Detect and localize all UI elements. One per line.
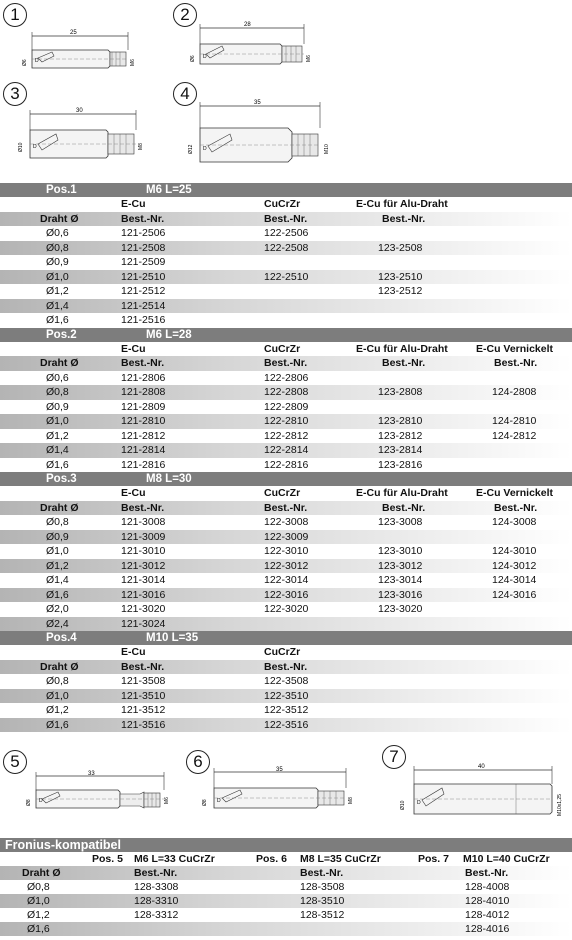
material-ecu: E-Cu <box>121 646 146 658</box>
position-6-marker: 6 <box>186 750 210 774</box>
position-2-marker: 2 <box>173 3 197 27</box>
table-row <box>0 414 572 429</box>
order-number-header: Best.-Nr. <box>382 212 426 225</box>
wire-diameter-header: Draht Ø <box>40 212 79 225</box>
table-row <box>0 602 572 617</box>
material-header-row <box>0 486 572 501</box>
table-cell: 128-3508 <box>300 881 345 893</box>
table-cell: 128-3312 <box>134 909 179 921</box>
table-cell: 121-3020 <box>121 603 166 615</box>
contact-tip-drawing-1 <box>18 26 138 78</box>
spec-label: M10 L=35 <box>146 632 199 644</box>
table-row <box>0 241 572 256</box>
pos5-label: Pos. 5 <box>92 853 123 865</box>
column-header-row <box>0 660 572 675</box>
table-cell: 122-2506 <box>264 227 309 239</box>
table-cell: Ø1,6 <box>46 458 69 471</box>
position-3-marker: 3 <box>3 82 27 106</box>
contact-tip-drawing-2 <box>186 18 316 78</box>
position-4-marker: 4 <box>173 82 197 106</box>
table-row <box>0 226 572 241</box>
length-label: 28 <box>244 22 251 28</box>
table-cell: Ø1,2 <box>46 429 69 442</box>
table-cell: 121-2509 <box>121 256 166 268</box>
table-cell: Ø0,8 <box>27 881 50 893</box>
table-cell: 122-3012 <box>264 559 309 572</box>
diameter-label: Ø10 <box>400 800 406 810</box>
order-number-header: Best.-Nr. <box>121 660 165 673</box>
material-header-row <box>0 197 572 212</box>
table-cell: 121-3024 <box>121 617 166 630</box>
table-cell: Ø1,6 <box>27 923 50 935</box>
table-cell: 121-2816 <box>121 458 166 471</box>
order-number-header: Best.-Nr. <box>264 501 308 514</box>
length-label: 33 <box>88 771 95 777</box>
table-cell: Ø0,8 <box>46 386 69 398</box>
table-cell: 121-2808 <box>121 386 166 398</box>
section-header-pos4 <box>0 631 572 645</box>
table-cell: 121-2514 <box>121 299 166 312</box>
table-row <box>0 400 572 415</box>
order-table <box>0 183 572 732</box>
table-row <box>0 880 572 894</box>
order-number-header: Best.-Nr. <box>465 867 509 879</box>
bore-label: D <box>39 798 43 804</box>
table-cell: Ø1,0 <box>46 270 69 283</box>
table-cell: 123-2816 <box>378 458 423 471</box>
diameter-label: Ø8 <box>202 799 208 806</box>
table-row <box>0 515 572 530</box>
pos7-spec: M10 L=40 CuCrZr <box>463 853 550 865</box>
bore-label: D <box>417 800 421 806</box>
column-header-row <box>0 501 572 516</box>
thread-label: M8 <box>138 143 144 150</box>
material-nickel: E-Cu Vernickelt <box>476 487 554 499</box>
material-header-row <box>0 645 572 660</box>
order-number-header: Best.-Nr. <box>300 867 344 879</box>
section-header-pos2 <box>0 328 572 342</box>
wire-diameter-header: Draht Ø <box>40 357 79 369</box>
table-cell: 122-2510 <box>264 270 309 283</box>
thread-label: M8 <box>348 797 354 804</box>
table-cell: Ø1,2 <box>46 704 69 716</box>
table-cell: 121-3014 <box>121 574 166 586</box>
pos1-rows <box>0 226 572 328</box>
table-row <box>0 544 572 559</box>
table-cell: 123-2512 <box>378 285 423 297</box>
table-row <box>0 443 572 458</box>
table-cell: 123-2808 <box>378 386 423 398</box>
material-cucrzr: CuCrZr <box>264 198 301 210</box>
order-number-header: Best.-Nr. <box>382 501 426 514</box>
table-row <box>0 908 572 922</box>
table-row <box>0 458 572 473</box>
material-alu: E-Cu für Alu-Draht <box>356 342 448 355</box>
table-cell: 122-3516 <box>264 718 309 731</box>
position-label: Pos.3 <box>46 473 77 485</box>
position-1-marker: 1 <box>3 3 27 27</box>
table-cell: 123-3016 <box>378 588 423 601</box>
pos7-label: Pos. 7 <box>418 853 449 865</box>
table-cell: 122-2816 <box>264 458 309 471</box>
table-cell: 123-2812 <box>378 429 423 442</box>
column-header-row <box>0 356 572 371</box>
pos3-rows <box>0 515 572 631</box>
table-cell: 121-2810 <box>121 415 166 427</box>
table-cell: 124-3014 <box>492 574 537 586</box>
table-row <box>0 588 572 603</box>
table-cell: Ø1,0 <box>27 895 50 907</box>
order-number-header: Best.-Nr. <box>134 867 178 879</box>
table-cell: 123-2510 <box>378 270 423 283</box>
table-row <box>0 922 572 936</box>
wire-diameter-header: Draht Ø <box>40 660 79 673</box>
table-cell: Ø1,0 <box>46 689 69 702</box>
section-header-pos1 <box>0 183 572 197</box>
order-number-header: Best.-Nr. <box>264 660 308 673</box>
table-cell: Ø0,8 <box>46 675 69 687</box>
table-cell: Ø1,6 <box>46 588 69 601</box>
table-cell: Ø1,4 <box>46 574 69 586</box>
table-row <box>0 429 572 444</box>
table-cell: 123-3010 <box>378 545 423 557</box>
material-nickel: E-Cu Vernickelt <box>476 342 554 355</box>
table-cell: Ø2,4 <box>46 617 69 630</box>
table-cell: 122-2810 <box>264 415 309 427</box>
order-number-header: Best.-Nr. <box>382 357 426 369</box>
material-cucrzr: CuCrZr <box>264 646 301 658</box>
table-cell: Ø0,6 <box>46 227 69 239</box>
section-header-pos3 <box>0 472 572 486</box>
bore-label: D <box>203 54 207 60</box>
material-header-row <box>0 342 572 357</box>
table-cell: Ø1,0 <box>46 415 69 427</box>
table-row <box>0 703 572 718</box>
table-cell: Ø1,4 <box>46 444 69 456</box>
table-cell: Ø1,6 <box>46 718 69 731</box>
diameter-label: Ø6 <box>190 55 196 62</box>
position-label: Pos.1 <box>46 184 77 196</box>
table-cell: 122-2508 <box>264 241 309 254</box>
table-cell: 128-4008 <box>465 881 510 893</box>
table-cell: Ø1,2 <box>46 559 69 572</box>
table-cell: 121-3512 <box>121 704 166 716</box>
table-cell: 128-3510 <box>300 895 345 907</box>
table-cell: 124-3012 <box>492 559 537 572</box>
table-cell: 124-3016 <box>492 588 537 601</box>
table-cell: 121-2510 <box>121 270 166 283</box>
table-cell: 122-3020 <box>264 603 309 615</box>
table-cell: 122-3510 <box>264 689 309 702</box>
table-cell: 128-4012 <box>465 909 510 921</box>
spec-label: M8 L=30 <box>146 473 192 485</box>
table-cell: Ø1,6 <box>46 314 69 326</box>
table-cell: 128-3308 <box>134 881 179 893</box>
table-cell: 122-2806 <box>264 371 309 384</box>
wire-diameter-header: Draht Ø <box>40 501 79 514</box>
pos2-rows <box>0 371 572 473</box>
fronius-spec-row <box>0 852 572 866</box>
table-cell: 121-3008 <box>121 516 166 528</box>
table-cell: Ø2,0 <box>46 603 69 615</box>
table-cell: 123-3014 <box>378 574 423 586</box>
table-cell: 121-3009 <box>121 530 166 543</box>
table-cell: 122-3508 <box>264 675 309 687</box>
order-number-header: Best.-Nr. <box>121 501 165 514</box>
table-cell: 128-4010 <box>465 895 510 907</box>
table-cell: 122-2808 <box>264 386 309 398</box>
table-cell: 123-2810 <box>378 415 423 427</box>
length-label: 40 <box>478 764 485 770</box>
thread-label: M6 <box>130 59 136 66</box>
bore-label: D <box>203 146 207 152</box>
diameter-label: Ø12 <box>188 144 194 154</box>
table-cell: 123-3008 <box>378 516 423 528</box>
thread-label: M6 <box>306 55 312 62</box>
table-row <box>0 689 572 704</box>
table-cell: 122-3009 <box>264 530 309 543</box>
table-cell: 121-3012 <box>121 559 166 572</box>
table-row <box>0 559 572 574</box>
fronius-table <box>0 838 572 936</box>
contact-tip-drawing-4 <box>186 94 346 174</box>
table-row <box>0 718 572 733</box>
table-cell: 121-2812 <box>121 429 166 442</box>
table-cell: 121-3508 <box>121 675 166 687</box>
table-row <box>0 371 572 386</box>
thread-label: M6 <box>164 797 170 804</box>
table-row <box>0 530 572 545</box>
material-ecu: E-Cu <box>121 342 146 355</box>
table-cell: Ø0,8 <box>46 516 69 528</box>
table-cell: 128-3310 <box>134 895 179 907</box>
table-cell: Ø0,9 <box>46 400 69 413</box>
table-cell: 122-3016 <box>264 588 309 601</box>
contact-tip-drawing-3 <box>12 100 152 170</box>
pos4-rows <box>0 674 572 732</box>
table-cell: 121-3016 <box>121 588 166 601</box>
table-cell: Ø0,9 <box>46 256 69 268</box>
length-label: 30 <box>76 108 83 114</box>
material-cucrzr: CuCrZr <box>264 342 301 355</box>
table-cell: Ø1,2 <box>46 285 69 297</box>
table-row <box>0 573 572 588</box>
table-cell: 124-2808 <box>492 386 537 398</box>
diameter-label: Ø8 <box>26 799 32 806</box>
material-alu: E-Cu für Alu-Draht <box>356 487 448 499</box>
table-cell: 121-3510 <box>121 689 166 702</box>
spec-label: M6 L=28 <box>146 328 192 341</box>
table-cell: 121-2512 <box>121 285 166 297</box>
bore-label: D <box>35 58 39 64</box>
bore-label: D <box>33 144 37 150</box>
order-number-header: Best.-Nr. <box>264 357 308 369</box>
table-cell: 121-2809 <box>121 400 166 413</box>
table-cell: Ø1,0 <box>46 545 69 557</box>
table-cell: 122-3014 <box>264 574 309 586</box>
contact-tip-drawing-5 <box>22 768 168 816</box>
table-row <box>0 270 572 285</box>
table-cell: Ø1,2 <box>27 909 50 921</box>
table-row <box>0 284 572 299</box>
diameter-label: Ø6 <box>22 59 28 66</box>
diameter-label: Ø10 <box>18 142 24 152</box>
table-cell: Ø1,4 <box>46 299 69 312</box>
table-cell: 122-2814 <box>264 444 309 456</box>
table-cell: 124-2812 <box>492 429 537 442</box>
position-5-marker: 5 <box>3 750 27 774</box>
table-row <box>0 617 572 632</box>
table-cell: 124-3010 <box>492 545 537 557</box>
order-number-header: Best.-Nr. <box>264 212 308 225</box>
bore-label: D <box>217 798 221 804</box>
thread-label: M10 <box>324 144 330 154</box>
table-cell: 128-3512 <box>300 909 345 921</box>
table-cell: Ø0,8 <box>46 241 69 254</box>
order-number-header: Best.-Nr. <box>494 501 538 514</box>
fronius-title: Fronius-kompatibel <box>5 838 121 852</box>
table-cell: 123-2508 <box>378 241 423 254</box>
table-cell: 122-3010 <box>264 545 309 557</box>
table-cell: 123-3012 <box>378 559 423 572</box>
table-cell: Ø0,6 <box>46 371 69 384</box>
contact-tip-drawing-6 <box>196 764 366 816</box>
table-cell: 122-2812 <box>264 429 309 442</box>
table-row <box>0 674 572 689</box>
fronius-column-header-row <box>0 866 572 880</box>
position-7-marker: 7 <box>382 745 406 769</box>
table-row <box>0 313 572 328</box>
pos6-spec: M8 L=35 CuCrZr <box>300 853 381 865</box>
contact-tip-drawing-7 <box>394 760 566 824</box>
fronius-title-row <box>0 838 572 852</box>
table-row <box>0 299 572 314</box>
position-label: Pos.4 <box>46 632 77 644</box>
order-number-header: Best.-Nr. <box>494 357 538 369</box>
table-cell: 121-2506 <box>121 227 166 239</box>
wire-diameter-header: Draht Ø <box>22 867 61 879</box>
order-number-header: Best.-Nr. <box>121 357 165 369</box>
position-label: Pos.2 <box>46 328 77 341</box>
thread-label: M10x1,25 <box>557 794 563 816</box>
table-cell: 122-3512 <box>264 704 309 716</box>
table-cell: 121-2508 <box>121 241 166 254</box>
table-cell: 123-2814 <box>378 444 423 456</box>
pos5-spec: M6 L=33 CuCrZr <box>134 853 215 865</box>
material-ecu: E-Cu <box>121 198 146 210</box>
table-cell: 124-3008 <box>492 516 537 528</box>
table-row <box>0 255 572 270</box>
material-alu: E-Cu für Alu-Draht <box>356 198 448 210</box>
material-cucrzr: CuCrZr <box>264 487 301 499</box>
length-label: 35 <box>276 767 283 773</box>
table-row <box>0 385 572 400</box>
table-cell: 121-3010 <box>121 545 166 557</box>
spec-label: M6 L=25 <box>146 184 192 196</box>
column-header-row <box>0 212 572 227</box>
material-ecu: E-Cu <box>121 487 146 499</box>
table-cell: 121-2516 <box>121 314 166 326</box>
table-cell: 128-4016 <box>465 923 510 935</box>
table-cell: 123-3020 <box>378 603 423 615</box>
table-cell: 122-2809 <box>264 400 309 413</box>
table-cell: Ø0,9 <box>46 530 69 543</box>
table-cell: 121-3516 <box>121 718 166 731</box>
table-cell: 121-2814 <box>121 444 166 456</box>
length-label: 35 <box>254 100 261 106</box>
length-label: 25 <box>70 30 77 36</box>
order-number-header: Best.-Nr. <box>121 212 165 225</box>
pos6-label: Pos. 6 <box>256 853 287 865</box>
table-cell: 122-3008 <box>264 516 309 528</box>
table-cell: 121-2806 <box>121 371 166 384</box>
table-cell: 124-2810 <box>492 415 537 427</box>
table-row <box>0 894 572 908</box>
